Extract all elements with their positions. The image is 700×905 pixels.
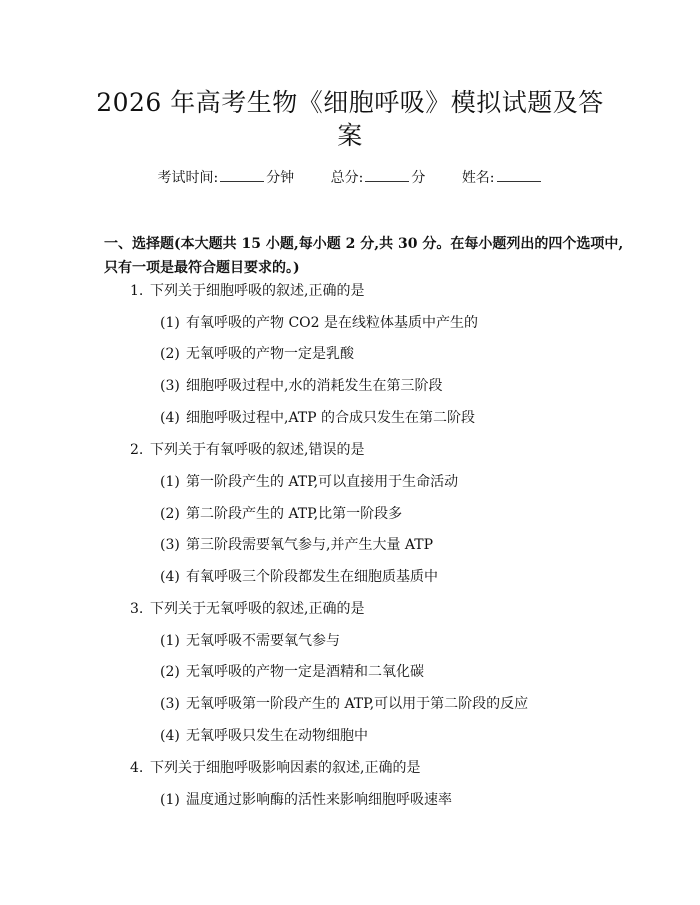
question-option xyxy=(160,472,458,492)
option-number: (4) xyxy=(160,410,180,426)
option-number: (1) xyxy=(160,474,180,490)
exam-time-blank xyxy=(220,169,264,182)
option-number: (4) xyxy=(160,728,180,744)
option-text: 有氧呼吸的产物 CO2 是在线粒体基质中产生的 xyxy=(186,315,478,331)
name-blank xyxy=(497,169,541,182)
question-option xyxy=(160,694,528,714)
option-text: 无氧呼吸的产物一定是乳酸 xyxy=(186,346,354,362)
question-number: 2. xyxy=(130,442,144,458)
question-stem xyxy=(130,281,364,301)
question-text: 下列关于有氧呼吸的叙述,错误的是 xyxy=(150,442,365,458)
question-option xyxy=(160,344,354,364)
question-text: 下列关于无氧呼吸的叙述,正确的是 xyxy=(150,601,365,617)
option-text: 无氧呼吸只发生在动物细胞中 xyxy=(186,728,368,744)
question-option xyxy=(160,376,442,396)
option-text: 无氧呼吸不需要氧气参与 xyxy=(186,633,340,649)
option-text: 第三阶段需要氧气参与,并产生大量 ATP xyxy=(186,537,434,553)
question-option xyxy=(160,313,478,333)
option-number: (4) xyxy=(160,569,180,585)
option-number: (3) xyxy=(160,378,180,394)
exam-time-unit: 分钟 xyxy=(266,170,295,186)
option-number: (1) xyxy=(160,633,180,649)
option-number: (3) xyxy=(160,537,180,553)
option-number: (2) xyxy=(160,664,180,680)
page-title-line1: 2026 年高考生物《细胞呼吸》模拟试题及答 xyxy=(96,88,604,117)
option-text: 有氧呼吸三个阶段都发生在细胞质基质中 xyxy=(186,569,438,585)
question-stem xyxy=(130,440,364,460)
question-number: 1. xyxy=(130,283,144,299)
question-option xyxy=(160,631,340,651)
name-field xyxy=(462,168,543,188)
option-number: (1) xyxy=(160,315,180,331)
option-text: 无氧呼吸第一阶段产生的 ATP,可以用于第二阶段的反应 xyxy=(186,696,529,712)
option-text: 细胞呼吸过程中,水的消耗发生在第三阶段 xyxy=(186,378,443,394)
total-score-unit: 分 xyxy=(411,170,426,186)
total-score-blank xyxy=(365,169,409,182)
question-option xyxy=(160,567,438,587)
exam-meta-row xyxy=(0,168,700,188)
question-option xyxy=(160,662,424,682)
page-title-line2: 案 xyxy=(337,121,363,150)
question-stem xyxy=(130,758,420,778)
question-option xyxy=(160,504,402,524)
option-number: (3) xyxy=(160,696,180,712)
question-text: 下列关于细胞呼吸影响因素的叙述,正确的是 xyxy=(150,760,421,776)
total-score-label: 总分: xyxy=(330,170,364,186)
question-option xyxy=(160,535,433,555)
total-score-field xyxy=(331,168,426,188)
exam-time-field xyxy=(157,168,294,188)
question-option xyxy=(160,790,452,810)
exam-time-label: 考试时间: xyxy=(157,170,219,186)
option-text: 温度通过影响酶的活性来影响细胞呼吸速率 xyxy=(186,792,452,808)
section-heading-choice: 一、选择题(本大题共 15 小题,每小题 2 分,共 30 分。在每小题列出的四个选项中,只有一项是最符合题目要求的。) xyxy=(104,236,624,276)
option-text: 第一阶段产生的 ATP,可以直接用于生命活动 xyxy=(186,474,459,490)
question-option xyxy=(160,408,475,428)
option-number: (1) xyxy=(160,792,180,808)
name-label: 姓名: xyxy=(461,170,495,186)
question-stem xyxy=(130,599,364,619)
option-number: (2) xyxy=(160,346,180,362)
question-option xyxy=(160,726,368,746)
option-text: 第二阶段产生的 ATP,比第一阶段多 xyxy=(186,506,403,522)
option-text: 细胞呼吸过程中,ATP 的合成只发生在第二阶段 xyxy=(186,410,476,426)
option-text: 无氧呼吸的产物一定是酒精和二氧化碳 xyxy=(186,664,424,680)
question-text: 下列关于细胞呼吸的叙述,正确的是 xyxy=(150,283,365,299)
option-number: (2) xyxy=(160,506,180,522)
question-number: 3. xyxy=(130,601,144,617)
question-number: 4. xyxy=(130,760,144,776)
